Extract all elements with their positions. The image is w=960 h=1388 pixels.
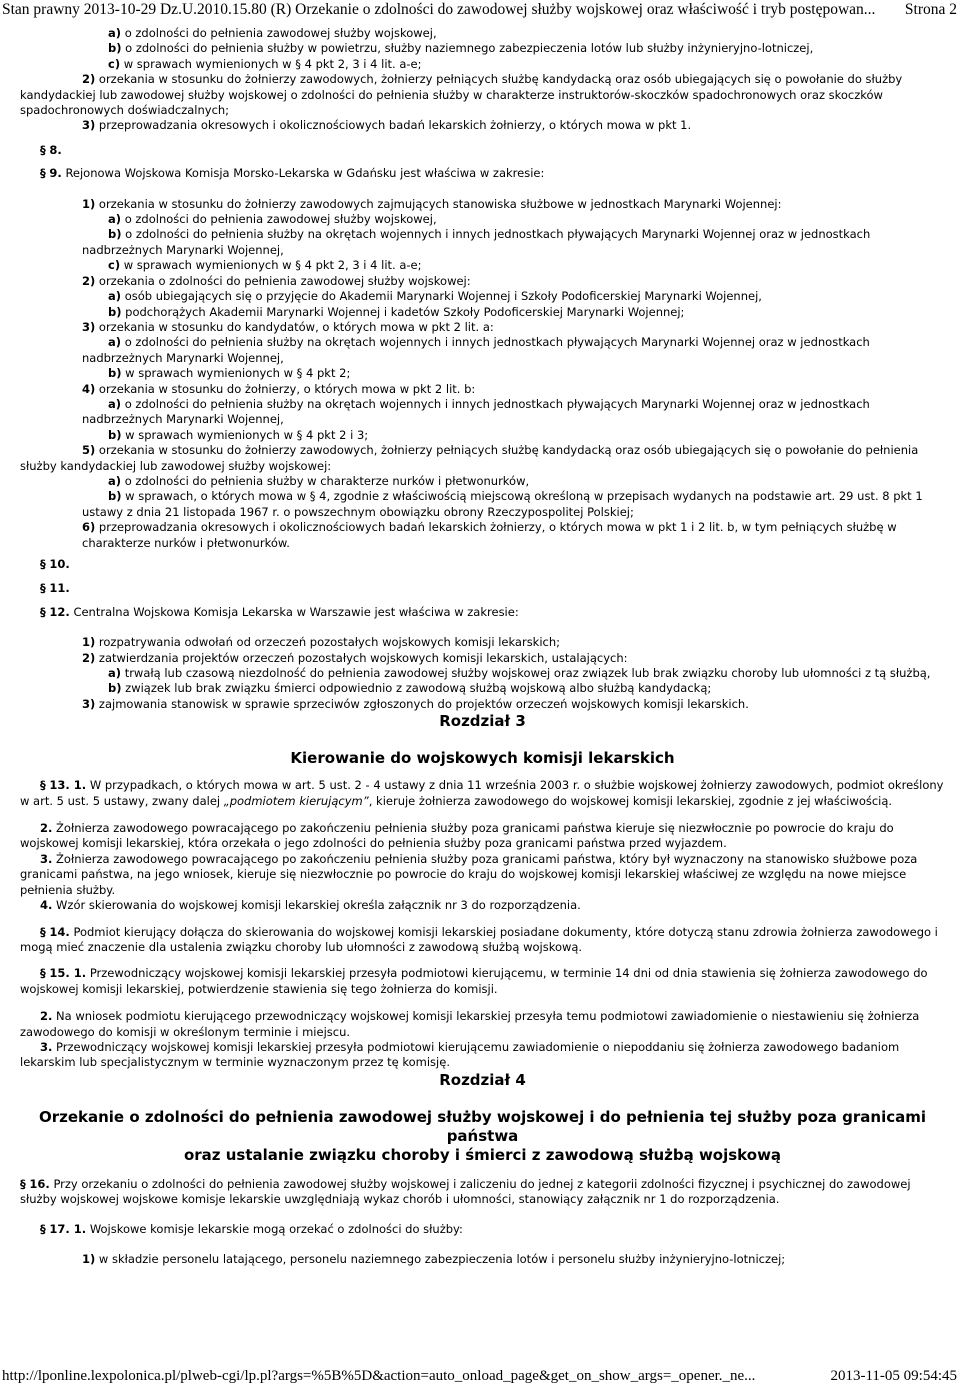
section-intro-text: Wojskowe komisje lekarskie mogą orzekać o zdolności do służby: xyxy=(89,1221,463,1236)
item-label: 2) xyxy=(82,650,96,665)
paragraph-number: 2. xyxy=(40,821,53,836)
item-label: 5) xyxy=(82,443,96,458)
item-text: orzekania w stosunku do żołnierzy zawodowych, żołnierzy pełniących służbę kandydacką oraz osób ubiegających się o powołanie do służby kandydackiej lub zawodowej służby wojskowej o zdolności do pełnienia służby w charakterze instruktorów-skoczków spadochronowych oraz skoczków spadochronowych doświadczalnych; xyxy=(20,72,903,118)
item-label: 4) xyxy=(82,381,96,396)
section-10 xyxy=(40,557,945,572)
section-intro xyxy=(20,166,945,181)
paragraph-symbol: § xyxy=(40,778,46,793)
paragraph-symbol: § xyxy=(40,581,46,596)
section-intro-text: Rejonowa Wojskowa Komisja Morsko-Lekarska w Gdańsku jest właściwa w zakresie: xyxy=(65,166,545,181)
paragraph-symbol: § xyxy=(40,557,46,571)
chapter-3-label: Rozdział 3 xyxy=(439,712,526,731)
item-label: 3) xyxy=(82,118,96,133)
item-text: o zdolności do pełnienia służby na okrętach wojennych i innych jednostkach pływających Marynarki Wojennej oraz w jednostkach nadbrzeżnych Marynarki Wojennej, xyxy=(82,335,870,365)
paragraph-text: Podmiot kierujący dołącza do skierowania do wojskowej komisji lekarskiej posiadane dokumenty, które dotyczą stanu zdrowia żołnierza zawodowego i mogą mieć znaczenie dla ustalenia związku choroby lub ułomności z zawodową służbą wojskową. xyxy=(20,924,938,954)
list-item xyxy=(20,41,945,56)
item-label: a) xyxy=(108,335,122,350)
paragraph-text: Przy orzekaniu o zdolności do pełnienia zawodowej służby wojskowej i zaliczeniu do jednej z kategorii zdolności fizycznej i psychicznej do zawodowej służby wojskowej wojskowe komisje lekarskie uwzględniają wykaz chorób i ułomności, stanowiący załącznik nr 1 do rozporządzenia. xyxy=(20,1176,911,1207)
item-label: b) xyxy=(108,227,122,242)
item-label: 6) xyxy=(82,520,96,535)
paragraph-text: Przewodniczący wojskowej komisji lekarskiej przesyła podmiotowi kierującemu, w terminie 14 dni od dnia stawienia się żołnierza zawodowego do wojskowej komisji lekarskiej, potwierdzenie stawienia się tego żołnierza do komisji. xyxy=(20,966,928,996)
list-item xyxy=(20,443,945,474)
list-item xyxy=(20,197,945,212)
paragraph-text: Na wniosek podmiotu kierującego przewodniczący wojskowej komisji lekarskiej przesyła temu podmiotowi zawiadomienie o niestawieniu się żołnierza zawodowego do komisji w określonym terminie i miejscu. xyxy=(20,1009,920,1039)
paragraph-number: 3. xyxy=(40,851,53,866)
section-paragraph xyxy=(20,852,945,898)
list-item xyxy=(20,697,945,712)
paragraph-number: 2. xyxy=(40,1009,53,1024)
section-paragraph xyxy=(20,821,945,852)
item-text: związek lub brak związku śmierci odpowiednio z zawodową służbą wojskową albo służbą kandydacką; xyxy=(125,681,712,696)
list-item xyxy=(20,520,945,551)
item-text: w sprawach wymienionych w § 4 pkt 2; xyxy=(125,366,351,381)
page-footer xyxy=(0,1366,960,1386)
section-number-text: 9. xyxy=(49,166,62,181)
item-label: a) xyxy=(108,473,122,488)
section-intro-text: Centralna Wojskowa Komisja Lekarska w Warszawie jest właściwa w zakresie: xyxy=(73,604,519,619)
list-item xyxy=(20,26,945,41)
item-label: 2) xyxy=(82,72,96,87)
paragraph-symbol: § xyxy=(40,1221,46,1236)
item-label: a) xyxy=(108,396,122,411)
item-text: osób ubiegających się o przyjęcie do Akademii Marynarki Wojennej i Szkoły Podoficerskiej Marynarki Wojennej, xyxy=(124,289,762,304)
section-intro xyxy=(20,1222,945,1237)
item-text: podchorążych Akademii Marynarki Wojennej i kadetów Szkoły Podoficerskiej Marynarki Wojennej; xyxy=(125,304,685,319)
section-number-text: 13. 1. xyxy=(49,778,87,793)
section-paragraph xyxy=(20,966,945,997)
list-item xyxy=(20,305,945,320)
paragraph-text: Przewodniczący wojskowej komisji lekarskiej przesyła podmiotowi kierującemu zawiadomienie o niepoddaniu się żołnierza zawodowego badaniom lekarskim lub specjalistycznym w terminie wyznaczonym przez tę komisję. xyxy=(20,1039,900,1070)
item-text: w składzie personelu latającego, personelu naziemnego zabezpieczenia lotów i personelu służby inżynieryjno-lotniczej; xyxy=(98,1251,786,1266)
list-item xyxy=(20,320,945,335)
item-label: 1) xyxy=(82,196,96,211)
item-label: a) xyxy=(108,212,122,227)
section-11 xyxy=(40,581,945,596)
list-item xyxy=(20,666,945,681)
list-item xyxy=(20,258,945,273)
item-text: o zdolności do pełnienia zawodowej służby wojskowej, xyxy=(124,26,437,40)
item-text: o zdolności do pełnienia zawodowej służby wojskowej, xyxy=(124,212,437,227)
paragraph-symbol: § xyxy=(40,924,46,939)
item-label: b) xyxy=(108,681,122,696)
item-label: 3) xyxy=(82,696,96,711)
paragraph-text: W przypadkach, o których mowa w art. 5 ust. 2 - 4 ustawy z dnia 11 września 2003 r. o służbie wojskowej żołnierzy zawodowych, podmiot określony w art. 5 ust. 5 ustawy, zwany dalej xyxy=(20,778,944,808)
item-text: w sprawach wymienionych w § 4 pkt 2, 3 i 4 lit. a-e; xyxy=(123,258,422,273)
section-15 xyxy=(20,966,945,1070)
paragraph-text: Żołnierza zawodowego powracającego po zakończeniu pełnienia służby poza granicami państwa kieruje się niezwłocznie po powrocie do kraju do wojskowej komisji lekarskiej, która orzekała o jego zdolności do pełnienia służby poza granicami państwa przed wyjazdem. xyxy=(20,821,894,851)
paragraph-symbol: § xyxy=(20,1176,26,1191)
list-item xyxy=(20,382,945,397)
paragraph-symbol: § xyxy=(40,604,46,619)
section-number-text: 8. xyxy=(49,142,62,157)
list-item xyxy=(20,651,945,666)
item-text: przeprowadzania okresowych i okolicznościowych badań lekarskich żołnierzy, o których mowa w pkt 1. xyxy=(98,118,692,133)
section-number-text: 17. 1. xyxy=(49,1221,87,1236)
list-item xyxy=(20,428,945,443)
chapter-3-title: Kierowanie do wojskowych komisji lekarskich xyxy=(290,749,675,768)
item-label: b) xyxy=(108,366,122,381)
document-body xyxy=(20,26,945,1267)
section-number-text: 16. xyxy=(29,1176,50,1191)
list-item xyxy=(20,72,945,118)
item-text: orzekania w stosunku do żołnierzy zawodowych, żołnierzy pełniących służbę kandydacką oraz osób ubiegających się o powołanie do pełnienia służby kandydackiej lub zawodowej służby wojskowej: xyxy=(20,443,919,473)
footer-url: http://lponline.lexpolonica.pl/plweb-cgi/lp.pl?args=%5B%5D&action=auto_onload_page&get_on_show_args=_opener._ne... xyxy=(2,1368,756,1384)
section-intro xyxy=(20,605,945,620)
item-text: o zdolności do pełnienia służby na okrętach wojennych i innych jednostkach pływających Marynarki Wojennej oraz w jednostkach nadbrzeżnych Marynarki Wojennej, xyxy=(82,227,871,257)
item-label: b) xyxy=(108,304,122,319)
list-item xyxy=(20,489,945,520)
section-paragraph xyxy=(20,898,945,913)
item-text: zajmowania stanowisk w sprawie sprzeciwów zgłoszonych do projektów orzeczeń wojskowych komisji lekarskich. xyxy=(98,696,749,711)
list-item xyxy=(20,366,945,381)
item-text: w sprawach wymienionych w § 4 pkt 2 i 3; xyxy=(125,427,369,442)
item-text: w sprawach, o których mowa w § 4, zgodnie z właściwością miejscową określoną w przepisach wydanych na podstawie art. 29 ust. 8 pkt 1 ustawy z dnia 21 listopada 1967 r. o powszechnym obowiązku obrony Rzeczypospolitej Polskiej; xyxy=(82,489,923,519)
list-item xyxy=(20,289,945,304)
item-label: b) xyxy=(108,427,122,442)
header-page-number: Strona 2 xyxy=(904,1,957,18)
footer-datetime: 2013-11-05 09:54:45 xyxy=(830,1368,957,1384)
list-item xyxy=(20,335,945,366)
paragraph-symbol: § xyxy=(40,166,46,181)
item-text: przeprowadzania okresowych i okolicznościowych badań lekarskich żołnierzy, o których mowa w pkt 1 i 2 lit. b, w tym pełniących służbę w charakterze nurków i płetwonurków. xyxy=(82,520,897,550)
section-number-text: 14. xyxy=(49,924,70,939)
list-item xyxy=(20,274,945,289)
page-header xyxy=(0,0,960,22)
item-text: o zdolności do pełnienia służby na okrętach wojennych i innych jednostkach pływających Marynarki Wojennej oraz w jednostkach nadbrzeżnych Marynarki Wojennej, xyxy=(82,396,870,427)
item-label: 1) xyxy=(82,1251,96,1266)
section-13 xyxy=(20,778,945,913)
list-item xyxy=(20,397,945,428)
item-label: a) xyxy=(108,666,122,681)
section-paragraph xyxy=(20,1040,945,1071)
section-number-text: 11. xyxy=(49,581,70,596)
list-item xyxy=(20,227,945,258)
section-14 xyxy=(20,925,945,956)
item-text: trwałą lub czasową niezdolność do pełnienia zawodowej służby wojskowej oraz związek lub brak związku choroby lub ułomności z tą służbą, xyxy=(124,666,931,681)
section-number-text: 12. xyxy=(49,604,70,619)
section-9 xyxy=(20,166,945,551)
paragraph-number: 3. xyxy=(40,1039,53,1054)
item-text: w sprawach wymienionych w § 4 pkt 2, 3 i 4 lit. a-e; xyxy=(123,56,422,71)
list-item xyxy=(20,57,945,72)
list-item xyxy=(20,635,945,650)
section-number xyxy=(40,143,945,158)
emphasis-text: „podmiotem kierującym” xyxy=(223,793,369,808)
section-12 xyxy=(20,605,945,712)
item-label: 2) xyxy=(82,273,96,288)
item-label: 1) xyxy=(82,635,96,650)
list-item xyxy=(20,474,945,489)
item-text: orzekania w stosunku do kandydatów, o których mowa w pkt 2 lit. a: xyxy=(98,319,494,334)
item-text: o zdolności do pełnienia służby w charakterze nurków i płetwonurków, xyxy=(124,473,530,488)
list-item xyxy=(20,118,945,133)
item-text: zatwierdzania projektów orzeczeń pozostałych wojskowych komisji lekarskich, ustalających: xyxy=(98,650,628,665)
item-text: orzekania o zdolności do pełnienia zawodowej służby wojskowej: xyxy=(98,273,471,288)
item-text: orzekania w stosunku do żołnierzy zawodowych zajmujących stanowiska służbowe w jednostkach Marynarki Wojennej: xyxy=(98,196,782,211)
item-label: b) xyxy=(108,41,122,56)
section-paragraph xyxy=(20,1009,945,1040)
item-label: c) xyxy=(108,56,121,71)
chapter-4-title-line-1: Orzekanie o zdolności do pełnienia zawodowej służby wojskowej i do pełnienia tej służby poza granicami państwa xyxy=(38,1107,927,1145)
item-label: 3) xyxy=(82,319,96,334)
paragraph-number: 4. xyxy=(40,898,53,913)
chapter-4-label: Rozdział 4 xyxy=(439,1070,526,1089)
item-text: rozpatrywania odwołań od orzeczeń pozostałych wojskowych komisji lekarskich; xyxy=(98,635,561,650)
paragraph-symbol: § xyxy=(40,142,46,157)
paragraph-text: Wzór skierowania do wojskowej komisji lekarskiej określa załącznik nr 3 do rozporządzenia. xyxy=(56,898,581,913)
section-8 xyxy=(20,26,945,158)
item-text: o zdolności do pełnienia służby w powietrzu, służby naziemnego zabezpieczenia lotów lub służby inżynieryjno-lotniczej, xyxy=(125,41,814,56)
section-17 xyxy=(20,1222,945,1268)
item-label: c) xyxy=(108,258,121,273)
item-text: orzekania w stosunku do żołnierzy, o których mowa w pkt 2 lit. b: xyxy=(98,381,476,396)
section-number-text: 15. 1. xyxy=(49,966,87,981)
section-paragraph xyxy=(20,778,945,809)
list-item xyxy=(20,1252,945,1267)
paragraph-symbol: § xyxy=(40,966,46,981)
paragraph-text: Żołnierza zawodowego powracającego po zakończeniu pełnienia służby poza granicami państwa, który był wyznaczony na stanowisko służbowe poza granicami państwa, na jego wniosek, kieruje się niezwłocznie po powrocie do kraju do wojskowej komisji lekarskiej właściwej ze względu na nowe miejsce pełnienia służby. xyxy=(20,851,918,897)
item-label: b) xyxy=(108,489,122,504)
item-label: a) xyxy=(108,289,122,304)
list-item xyxy=(20,212,945,227)
item-label: a) xyxy=(108,26,122,40)
paragraph-text: , kieruje żołnierza zawodowego do wojskowej komisji lekarskiej, zgodnie z jej właściwością. xyxy=(368,793,893,808)
section-number-text: 10. xyxy=(49,557,70,571)
section-16 xyxy=(20,1177,945,1208)
header-title: Stan prawny 2013-10-29 Dz.U.2010.15.80 (R) Orzekanie o zdolności do zawodowej służby wojskowej oraz właściwość i tryb postępowan... xyxy=(2,1,876,18)
chapter-4-title-line-2: oraz ustalanie związku choroby i śmierci z zawodową służbą wojskową xyxy=(183,1145,782,1164)
list-item xyxy=(20,681,945,696)
